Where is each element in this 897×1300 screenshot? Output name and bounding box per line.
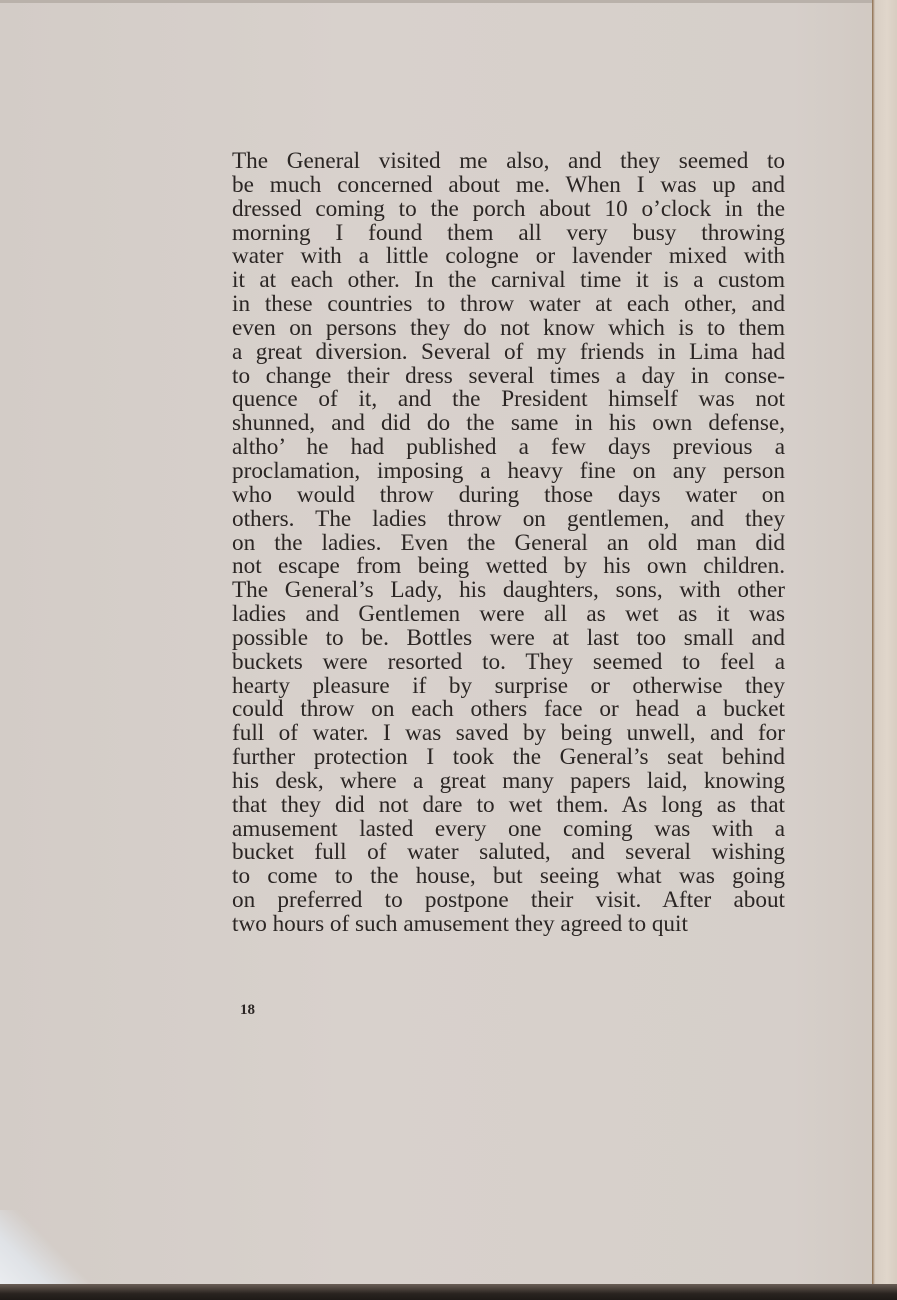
text-line: not escape from being wetted by his own children. (232, 553, 785, 580)
text-line: on preferred to postpone their visit. After about (232, 887, 785, 914)
text-line: that they did not dare to wet them. As long as that (232, 791, 785, 818)
text-line: amusement lasted every one coming was with a (232, 815, 785, 842)
text-line: water with a little cologne or lavender mixed with (232, 243, 785, 270)
page-number: 18 (240, 1002, 255, 1018)
book-bottom-edge (0, 1284, 897, 1300)
text-line: his desk, where a great many papers laid, knowing (232, 767, 785, 794)
text-line: in these countries to throw water at each other, and (232, 291, 785, 318)
text-line: The General visited me also, and they seemed to (232, 148, 785, 174)
text-line: possible to be. Bottles were at last too small and (232, 624, 785, 651)
text-line: ladies and Gentlemen were all as wet as it was (232, 601, 785, 628)
page-top-edge (0, 0, 897, 3)
text-line: hearty pleasure if by surprise or otherwise they (232, 672, 785, 699)
text-line: bucket full of water saluted, and several wishing (232, 839, 785, 866)
text-line: morning I found them all very busy throwing (232, 219, 785, 246)
text-line: proclamation, imposing a heavy fine on any person (232, 457, 785, 484)
text-line: who would throw during those days water on (232, 481, 785, 508)
text-line: The General’s Lady, his daughters, sons, with other (232, 577, 785, 604)
text-line: altho’ he had published a few days previous a (232, 434, 785, 461)
book-spine-edge (872, 0, 897, 1300)
text-line: further protection I took the General’s seat behind (232, 744, 785, 771)
text-line: buckets were resorted to. They seemed to feel a (232, 648, 785, 675)
text-line: even on persons they do not know which is to them (232, 314, 785, 341)
text-line: to change their dress several times a day in conse- (232, 362, 785, 389)
text-line: a great diversion. Several of my friends in Lima had (232, 338, 785, 365)
text-line: others. The ladies throw on gentlemen, and they (232, 505, 785, 532)
text-line: on the ladies. Even the General an old man did (232, 529, 785, 556)
body-text (232, 150, 785, 937)
text-line: shunned, and did do the same in his own defense, (232, 410, 785, 437)
text-line: full of water. I was saved by being unwell, and for (232, 720, 785, 747)
text-line: be much concerned about me. When I was up and (232, 171, 785, 198)
text-line: two hours of such amusement they agreed to quit (232, 911, 688, 937)
text-line: could throw on each others face or head a bucket (232, 696, 785, 723)
text-line: it at each other. In the carnival time it is a custom (232, 267, 785, 294)
text-line: quence of it, and the President himself was not (232, 386, 785, 413)
text-line: to come to the house, but seeing what was going (232, 863, 785, 890)
text-line: dressed coming to the porch about 10 o’clock in the (232, 195, 785, 222)
